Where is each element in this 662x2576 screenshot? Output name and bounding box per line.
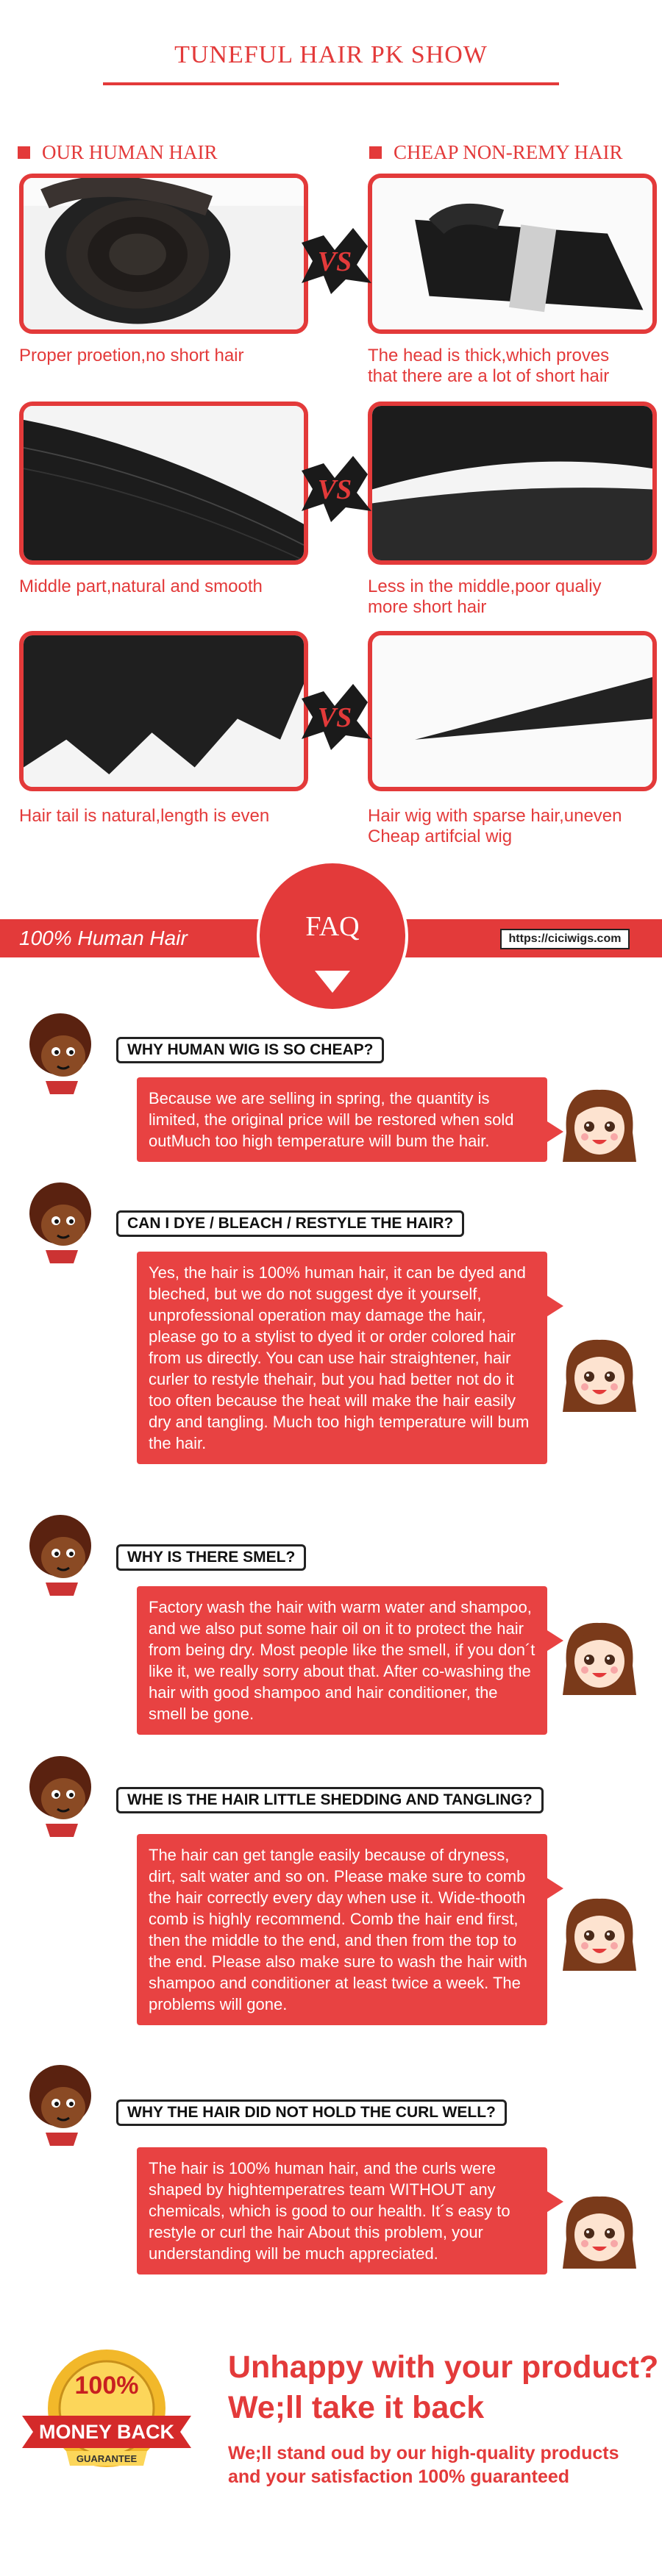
non-remy-caption-1: The head is thick,which proves that there are a lot of short hair xyxy=(368,346,610,386)
human-hair-caption-3: Hair tail is natural,length is even xyxy=(19,806,270,826)
badge-money-back: MONEY BACK xyxy=(38,2421,175,2443)
non-remy-caption-3: Hair wig with sparse hair,uneven Cheap artifcial wig xyxy=(368,806,622,846)
faq-answer-3: Factory wash the hair with warm water and shampoo, and we also put some hair oil on it to protect the hair from being dry. Most people like the smell, if you don´t like it, we really sorry about that. After co-washing the hair with good shampoo and hair conditioner, the smell be gone. xyxy=(137,1586,547,1735)
square-bullet-icon xyxy=(369,146,382,159)
non-remy-hair-photo-1 xyxy=(368,174,657,334)
faq-question-3: WHY IS THERE SMEL? xyxy=(116,1544,306,1571)
title-divider xyxy=(103,82,559,85)
human-hair-photo-2 xyxy=(19,402,308,565)
down-arrow-icon xyxy=(315,971,350,993)
faq-question-2: CAN I DYE / BLEACH / RESTYLE THE HAIR? xyxy=(116,1210,464,1237)
non-remy-hair-photo-3 xyxy=(368,631,657,791)
girl-avatar-icon xyxy=(555,1614,644,1702)
human-hair-caption-2: Middle part,natural and smooth xyxy=(19,577,263,596)
faq-heading: FAQ xyxy=(305,911,360,942)
money-back-badge-icon xyxy=(15,2342,199,2489)
page-title: TUNEFUL HAIR PK SHOW xyxy=(174,41,488,68)
girl-avatar-icon xyxy=(555,1331,644,1419)
faq-answer-5: The hair is 100% human hair, and the curls were shaped by hightemperatres team WITHOUT any chemicals, which is good to our health. It´s easy to restyle or curl the hair About this problem, your understanding will be much appreciated. xyxy=(137,2147,547,2274)
non-remy-hair-photo-2 xyxy=(368,402,657,565)
human-hair-caption-1: Proper proetion,no short hair xyxy=(19,346,244,365)
boy-avatar-icon xyxy=(16,1007,104,1096)
faq-answer-4: The hair can get tangle easily because of dryness, dirt, salt water and so on. Please make sure to comb the hair correctly every day when use it. Wide-thooth comb is highly recommend. Comb the hair end first, then the middle to the end, and then from the top to the end. Please also make sure to wash the hair with shampoo and conditioner at least twice a week. The problems will gone. xyxy=(137,1834,547,2025)
faq-answer-1: Because we are selling in spring, the quantity is limited, the original price will be restored when sold outMuch too high temperature will bum the hair. xyxy=(137,1077,547,1162)
guarantee-headline-2: We;ll take it back xyxy=(228,2390,485,2425)
boy-avatar-icon xyxy=(16,2059,104,2147)
non-remy-caption-2: Less in the middle,poor qualiy more short hair xyxy=(368,577,602,617)
human-hair-photo-1 xyxy=(19,174,308,334)
girl-avatar-icon xyxy=(555,1081,644,1169)
vs-icon xyxy=(294,221,375,302)
site-url-link[interactable]: https://ciciwigs.com xyxy=(500,929,630,949)
vs-label: VS xyxy=(317,474,352,505)
guarantee-headline-1: Unhappy with your product? xyxy=(228,2350,659,2385)
boy-avatar-icon xyxy=(16,1177,104,1265)
faq-question-5: WHY THE HAIR DID NOT HOLD THE CURL WELL? xyxy=(116,2099,507,2126)
badge-percent: 100% xyxy=(74,2372,139,2400)
girl-avatar-icon xyxy=(555,2188,644,2276)
left-column-heading xyxy=(18,141,218,164)
faq-question-4: WHE IS THE HAIR LITTLE SHEDDING AND TANGLING? xyxy=(116,1787,544,1813)
vs-icon xyxy=(294,677,375,757)
badge-guarantee: GUARANTEE xyxy=(76,2453,138,2464)
vs-label: VS xyxy=(317,702,352,733)
boy-avatar-icon xyxy=(16,1750,104,1838)
faq-question-1: WHY HUMAN WIG IS SO CHEAP? xyxy=(116,1037,384,1063)
vs-icon xyxy=(294,449,375,529)
human-hair-banner-text: 100% Human Hair xyxy=(19,927,188,949)
girl-avatar-icon xyxy=(555,1890,644,1978)
faq-answer-2: Yes, the hair is 100% human hair, it can be dyed and bleched, but we do not suggest dye it yourself, unprofessional operation may damage the hair, please go to a stylist to dyed it or order colored hair from us directly. You can use hair straightener, hair curler to restyle thehair, but you had better not do it too often because the heat will make the hair easily dry and tangling. Much too high temperature will bum the hair. xyxy=(137,1252,547,1464)
right-column-heading xyxy=(369,141,623,164)
vs-label: VS xyxy=(317,246,352,277)
right-heading-label: CHEAP NON-REMY HAIR xyxy=(394,141,623,163)
square-bullet-icon xyxy=(18,146,30,159)
human-hair-photo-3 xyxy=(19,631,308,791)
boy-avatar-icon xyxy=(16,1509,104,1597)
guarantee-subline: We;ll stand oud by our high-quality products and your satisfaction 100% guaranteed xyxy=(228,2443,619,2487)
left-heading-label: OUR HUMAN HAIR xyxy=(42,141,218,163)
